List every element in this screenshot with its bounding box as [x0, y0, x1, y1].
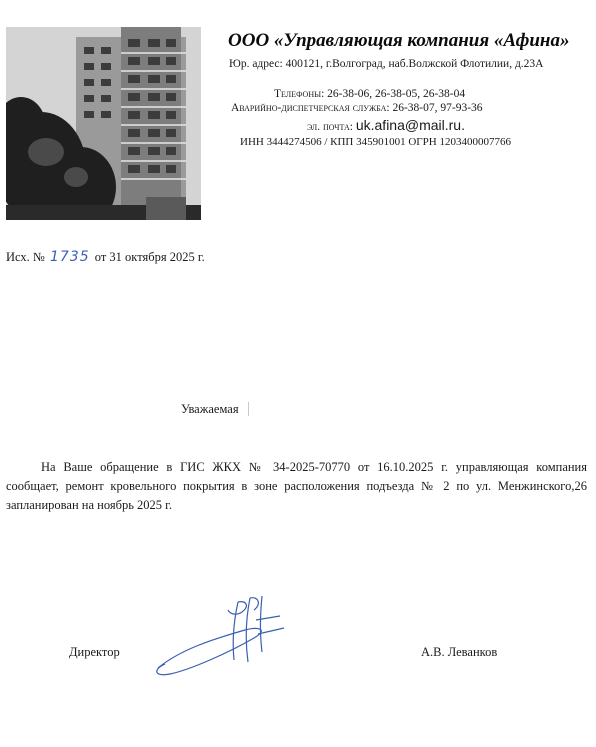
salutation: Уважаемая	[181, 402, 239, 416]
handwritten-signature	[150, 590, 290, 680]
legal-address: Юр. адрес: 400121, г.Волгоград, наб.Волжской Флотилии, д.23А	[229, 58, 544, 70]
outgoing-reference	[6, 249, 205, 265]
emergency-line	[231, 102, 483, 114]
email-line	[307, 117, 465, 133]
salutation-divider	[248, 402, 249, 416]
letter-body	[6, 458, 587, 515]
body-line-2: сообщает, ремонт кровельного покрытия в зоне расположения подъезда № 2 по ул. Менжинского,26	[6, 479, 587, 493]
phones-label: Телефоны:	[274, 88, 325, 100]
company-name: ООО «Управляющая компания «Афина»	[228, 30, 570, 51]
requisites-line: ИНН 3444274506 / КПП 345901001 ОГРН 1203400007766	[240, 136, 511, 148]
reference-prefix: Исх. №	[6, 250, 45, 264]
body-line-1: На Ваше обращение в ГИС ЖКХ № 34-2025-70770 от 16.10.2025 г. управляющая компания	[41, 460, 587, 474]
phones-line	[274, 88, 465, 100]
emergency-label: Аварийно-диспетчерская служба:	[231, 102, 390, 114]
email-label: эл. почта:	[307, 121, 353, 133]
reference-date: от 31 октября 2025 г.	[94, 250, 205, 264]
email-value: uk.afina@mail.ru.	[355, 117, 465, 133]
signer-name: А.В. Леванков	[421, 645, 498, 659]
reference-number: 1735	[49, 249, 90, 265]
emergency-value: 26-38-07, 97-93-36	[392, 102, 483, 114]
signer-position: Директор	[69, 645, 120, 659]
building-photo-illustration	[6, 27, 201, 220]
phones-value: 26-38-06, 26-38-05, 26-38-04	[327, 88, 466, 100]
building-photo	[6, 27, 201, 220]
body-line-3: запланирован на ноябрь 2025 г.	[6, 498, 172, 512]
